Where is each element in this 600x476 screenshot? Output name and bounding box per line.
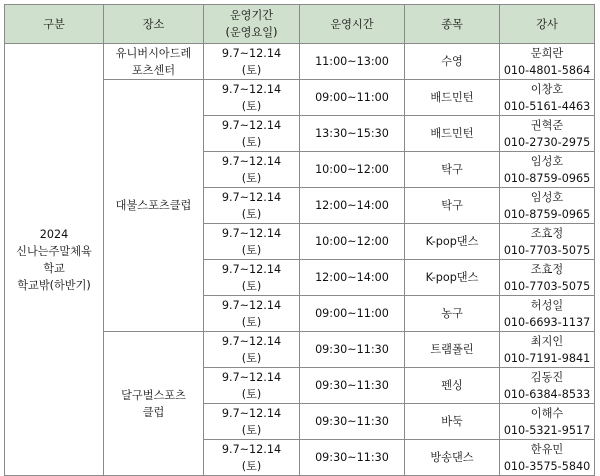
instructor-cell (500, 116, 595, 152)
period-cell (204, 116, 300, 152)
header-sport: 종목 (405, 5, 500, 44)
instructor-cell (500, 152, 595, 188)
period-day: (토) (241, 171, 262, 185)
instructor-cell (500, 260, 595, 296)
period-day: (토) (241, 99, 262, 113)
period-range: 9.7~12.14 (221, 406, 282, 420)
period-cell (204, 188, 300, 224)
period-range: 9.7~12.14 (221, 298, 282, 312)
time-cell: 09:30~11:30 (300, 440, 405, 476)
period-day: (토) (241, 279, 262, 293)
header-period-label: 운영기간 (229, 9, 274, 22)
period-range: 9.7~12.14 (221, 46, 282, 60)
instructor-phone: 010-7703-5075 (503, 243, 591, 257)
period-range: 9.7~12.14 (221, 262, 282, 276)
venue-cell (104, 80, 204, 332)
period-range: 9.7~12.14 (221, 442, 282, 456)
instructor-name: 권혁준 (530, 118, 564, 132)
program-year: 2024 (39, 227, 69, 241)
period-day: (토) (241, 243, 262, 257)
venue-name: 포츠센터 (131, 63, 176, 77)
instructor-phone: 010-5321-9517 (503, 423, 591, 437)
instructor-phone: 010-8759-0965 (503, 171, 591, 185)
period-day: (토) (241, 135, 262, 149)
period-cell (204, 296, 300, 332)
sport-cell: 바둑 (405, 404, 500, 440)
instructor-phone: 010-6384-8533 (503, 387, 591, 401)
sport-cell: 트램폴린 (405, 332, 500, 368)
time-cell: 09:30~11:30 (300, 332, 405, 368)
time-cell: 11:00~13:00 (300, 44, 405, 80)
time-cell: 09:30~11:30 (300, 368, 405, 404)
instructor-name: 이창호 (530, 82, 564, 96)
time-cell: 10:00~12:00 (300, 224, 405, 260)
venue-cell (104, 332, 204, 476)
instructor-phone: 010-6693-1137 (503, 315, 591, 329)
header-period (204, 5, 300, 44)
period-cell (204, 152, 300, 188)
instructor-cell (500, 188, 595, 224)
period-range: 9.7~12.14 (221, 370, 282, 384)
instructor-name: 김동진 (530, 370, 564, 384)
time-cell: 09:30~11:30 (300, 404, 405, 440)
sport-cell: 배드민턴 (405, 80, 500, 116)
sport-cell: K-pop댄스 (405, 260, 500, 296)
venue-cell (104, 44, 204, 80)
time-cell: 12:00~14:00 (300, 188, 405, 224)
period-cell (204, 368, 300, 404)
sport-cell: 배드민턴 (405, 116, 500, 152)
program-term: 학교밖(하반기) (17, 278, 91, 292)
instructor-name: 조효정 (530, 226, 564, 240)
instructor-phone: 010-7191-9841 (503, 351, 591, 365)
period-cell (204, 80, 300, 116)
instructor-phone: 010-3575-5840 (503, 459, 591, 473)
instructor-name: 임성호 (530, 154, 564, 168)
period-range: 9.7~12.14 (221, 334, 282, 348)
period-day: (토) (241, 63, 262, 77)
time-cell: 13:30~15:30 (300, 116, 405, 152)
instructor-name: 이해수 (530, 406, 564, 420)
instructor-name: 문희란 (530, 46, 564, 60)
instructor-cell (500, 332, 595, 368)
program-schedule-table (4, 4, 595, 476)
venue-name: 클럽 (142, 405, 165, 419)
venue-name: 달구벌스포츠 (121, 388, 186, 402)
header-time: 운영시간 (300, 5, 405, 44)
instructor-phone: 010-5161-4463 (503, 99, 591, 113)
instructor-cell (500, 224, 595, 260)
period-cell (204, 404, 300, 440)
period-cell (204, 260, 300, 296)
sport-cell: K-pop댄스 (405, 224, 500, 260)
period-cell (204, 224, 300, 260)
time-cell: 12:00~14:00 (300, 260, 405, 296)
sport-cell: 농구 (405, 296, 500, 332)
instructor-cell (500, 80, 595, 116)
time-cell: 09:00~11:00 (300, 80, 405, 116)
period-day: (토) (241, 459, 262, 473)
sport-cell: 펜싱 (405, 368, 500, 404)
program-title: 신나는주말체육 (16, 244, 92, 258)
instructor-phone: 010-8759-0965 (503, 207, 591, 221)
instructor-cell (500, 44, 595, 80)
header-instructor: 강사 (500, 5, 595, 44)
instructor-name: 한유민 (530, 442, 564, 456)
period-cell (204, 44, 300, 80)
header-row (5, 5, 595, 44)
period-cell (204, 440, 300, 476)
period-range: 9.7~12.14 (221, 118, 282, 132)
header-venue: 장소 (104, 5, 204, 44)
period-day: (토) (241, 207, 262, 221)
header-category: 구분 (5, 5, 104, 44)
period-range: 9.7~12.14 (221, 82, 282, 96)
instructor-name: 최지인 (530, 334, 564, 348)
instructor-phone: 010-4801-5864 (503, 63, 591, 77)
instructor-phone: 010-2730-2975 (503, 135, 591, 149)
time-cell: 10:00~12:00 (300, 152, 405, 188)
instructor-cell (500, 296, 595, 332)
period-range: 9.7~12.14 (221, 154, 282, 168)
period-range: 9.7~12.14 (221, 190, 282, 204)
venue-name: 대불스포츠클럽 (115, 199, 192, 212)
time-cell: 09:00~11:00 (300, 296, 405, 332)
sport-cell: 탁구 (405, 152, 500, 188)
table-row (5, 44, 595, 80)
sport-cell: 탁구 (405, 188, 500, 224)
period-day: (토) (241, 387, 262, 401)
header-period-days-label: (운영요일) (225, 26, 278, 39)
period-day: (토) (241, 315, 262, 329)
program-cell (5, 44, 104, 476)
instructor-cell (500, 368, 595, 404)
period-day: (토) (241, 351, 262, 365)
period-cell (204, 332, 300, 368)
period-range: 9.7~12.14 (221, 226, 282, 240)
sport-cell: 수영 (405, 44, 500, 80)
period-day: (토) (241, 423, 262, 437)
instructor-name: 임성호 (530, 190, 564, 204)
instructor-phone: 010-7703-5075 (503, 279, 591, 293)
instructor-name: 조효정 (530, 262, 564, 276)
sport-cell: 방송댄스 (405, 440, 500, 476)
venue-name: 유니버시아드레 (115, 46, 192, 60)
instructor-cell (500, 440, 595, 476)
program-target: 학교 (43, 261, 65, 275)
instructor-name: 허성일 (530, 298, 564, 312)
instructor-cell (500, 404, 595, 440)
